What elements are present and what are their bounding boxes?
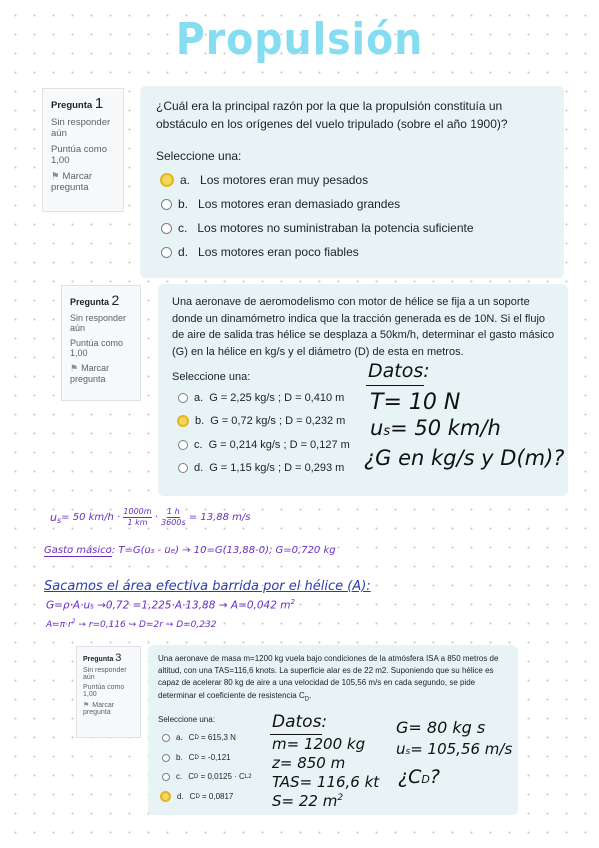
option-c[interactable]: c. G = 0,214 kg/s ; D = 0,127 m [178, 439, 350, 451]
radio-button[interactable] [177, 415, 189, 427]
page-title: Propulsión [175, 14, 424, 65]
radio-button[interactable] [162, 773, 170, 781]
option-b[interactable]: b. C D = -0,121 [162, 753, 231, 762]
datos-underline [366, 385, 424, 386]
question-status: Sin responder aún [51, 117, 111, 139]
handwritten-exit-speed-q3: us= 105,56 m/s [396, 740, 513, 758]
question-label: Pregunta [51, 100, 93, 111]
question-label: Pregunta [70, 297, 110, 307]
question-number: 3 [115, 652, 122, 664]
option-c[interactable]: c. C D = 0,0125 · C L 2 [162, 772, 252, 781]
question-info-1 [42, 88, 124, 212]
radio-button[interactable] [160, 791, 171, 802]
question-score: Puntúa como 1,00 [83, 684, 125, 698]
handwritten-thrust: T= 10 N [370, 390, 461, 415]
question-text: ¿Cuál era la principal razón por la que la propulsión constituía un obstáculo en los orígenes del vuelo tripulado (sobre el año 1900)? [156, 99, 508, 131]
handwritten-tas: TAS= 116,6 kt [272, 773, 380, 791]
flag-question-button[interactable]: ⚑ Marcar pregunta [83, 702, 115, 716]
radio-button[interactable] [178, 440, 188, 450]
handwritten-question-q2: ¿G en kg/s y D(m)? [364, 446, 565, 470]
handwritten-radius-eq: $A=\pi\cdot r^2 \to r=0,116 \to D=2r \to D=0,232$ [46, 618, 217, 630]
radio-button[interactable] [161, 223, 172, 234]
handwritten-surface: S= 22 $m^2$ [272, 792, 344, 810]
flag-icon: ⚑ [51, 171, 60, 182]
option-a[interactable]: a. G = 2,25 kg/s ; D = 0,410 m [178, 392, 344, 404]
flag-question-button[interactable]: ⚑ Marcar pregunta [70, 363, 110, 384]
radio-button[interactable] [160, 173, 174, 187]
radio-button[interactable] [178, 393, 188, 403]
handwritten-datos-q2: Datos: [368, 360, 430, 382]
question-info-2 [61, 285, 141, 401]
radio-button[interactable] [162, 754, 170, 762]
question-score: Puntúa como 1,00 [70, 338, 124, 358]
handwritten-area-eq: G=ρ·A·us →0,72 =1,225·A·13,88 → A=0,042 $m^2$ [46, 598, 295, 612]
question-info-3 [76, 646, 141, 738]
flag-question-button[interactable]: ⚑ Marcar pregunta [51, 171, 93, 193]
question-card-1 [140, 86, 564, 278]
select-prompt: Seleccione una: [172, 371, 251, 383]
option-d[interactable]: d. C D = 0,0817 [160, 791, 233, 802]
option-d[interactable]: d. G = 1,15 kg/s ; D = 0,293 m [178, 462, 344, 474]
question-number: 1 [94, 95, 104, 112]
radio-button[interactable] [161, 247, 172, 258]
radio-button[interactable] [161, 199, 172, 210]
question-status: Sin responder aún [83, 667, 127, 681]
option-b[interactable]: b. Los motores eran demasiado grandes [161, 197, 400, 211]
option-a[interactable]: a. Los motores eran muy pesados [160, 173, 368, 187]
option-c[interactable]: c. Los motores no suministraban la potencia suficiente [161, 221, 474, 235]
handwritten-gasto: Gasto másico: T=G(us - ue) → 10=G(13,88-0); G=0,720 kg [44, 545, 336, 556]
question-score: Puntúa como 1,00 [51, 144, 107, 166]
handwritten-area-heading: Sacamos el área efectiva barrida por el hélice (A): [44, 579, 371, 594]
radio-button[interactable] [178, 463, 188, 473]
handwritten-altitude: z= 850 m [272, 754, 346, 772]
flag-icon: ⚑ [70, 363, 79, 373]
option-a[interactable]: a. C D = 615,3 N [162, 733, 236, 742]
handwritten-exit-speed: us= 50 km/h [370, 416, 501, 440]
question-number: 2 [111, 292, 120, 308]
select-prompt: Seleccione una: [158, 715, 215, 724]
flag-icon: ⚑ [83, 702, 90, 709]
question-text: Una aeronave de aeromodelismo con motor de hélice se fija a un soporte donde un dinamómetro indica que la tracción generada es de 10N. Si el flujo de aire de salida tras hélice se desplaza a 50km/h, determinar el gasto másico (G) en la hélice en kg/s y el diámetro (D) de esta en metros. [172, 296, 555, 358]
handwritten-datos-q3: Datos: [272, 712, 328, 732]
handwritten-speed-conversion: u s = 50 km/h · 1000m 1 km · $\frac{1 h}{3600s}$ = 13,88 m/s [50, 507, 251, 527]
handwritten-question-q3: ¿CD? [398, 766, 440, 788]
option-d[interactable]: d. Los motores eran poco fiables [161, 245, 359, 259]
radio-button[interactable] [162, 734, 170, 742]
handwritten-mass-flow: G= 80 kg s [396, 718, 486, 737]
select-prompt: Seleccione una: [156, 149, 242, 163]
handwritten-mass: m= 1200 kg [272, 735, 366, 753]
question-text: Una aeronave de masa m=1200 kg vuela bajo condiciones de la atmósfera ISA a 850 metros de altitud, con una TAS=116,6 knots. La superficie alar es de 22 m2. Suponiendo que su hélice es capaz de acelerar 80 kg de aire a una velocidad de 105,56 m/s en cada segundo, se pide determinar el coeficiente de resistencia $C_D$. [158, 654, 499, 703]
question-label: Pregunta [83, 656, 114, 663]
option-b[interactable]: b. G = 0,72 kg/s ; D = 0,232 m [177, 415, 345, 427]
question-status: Sin responder aún [70, 313, 127, 333]
